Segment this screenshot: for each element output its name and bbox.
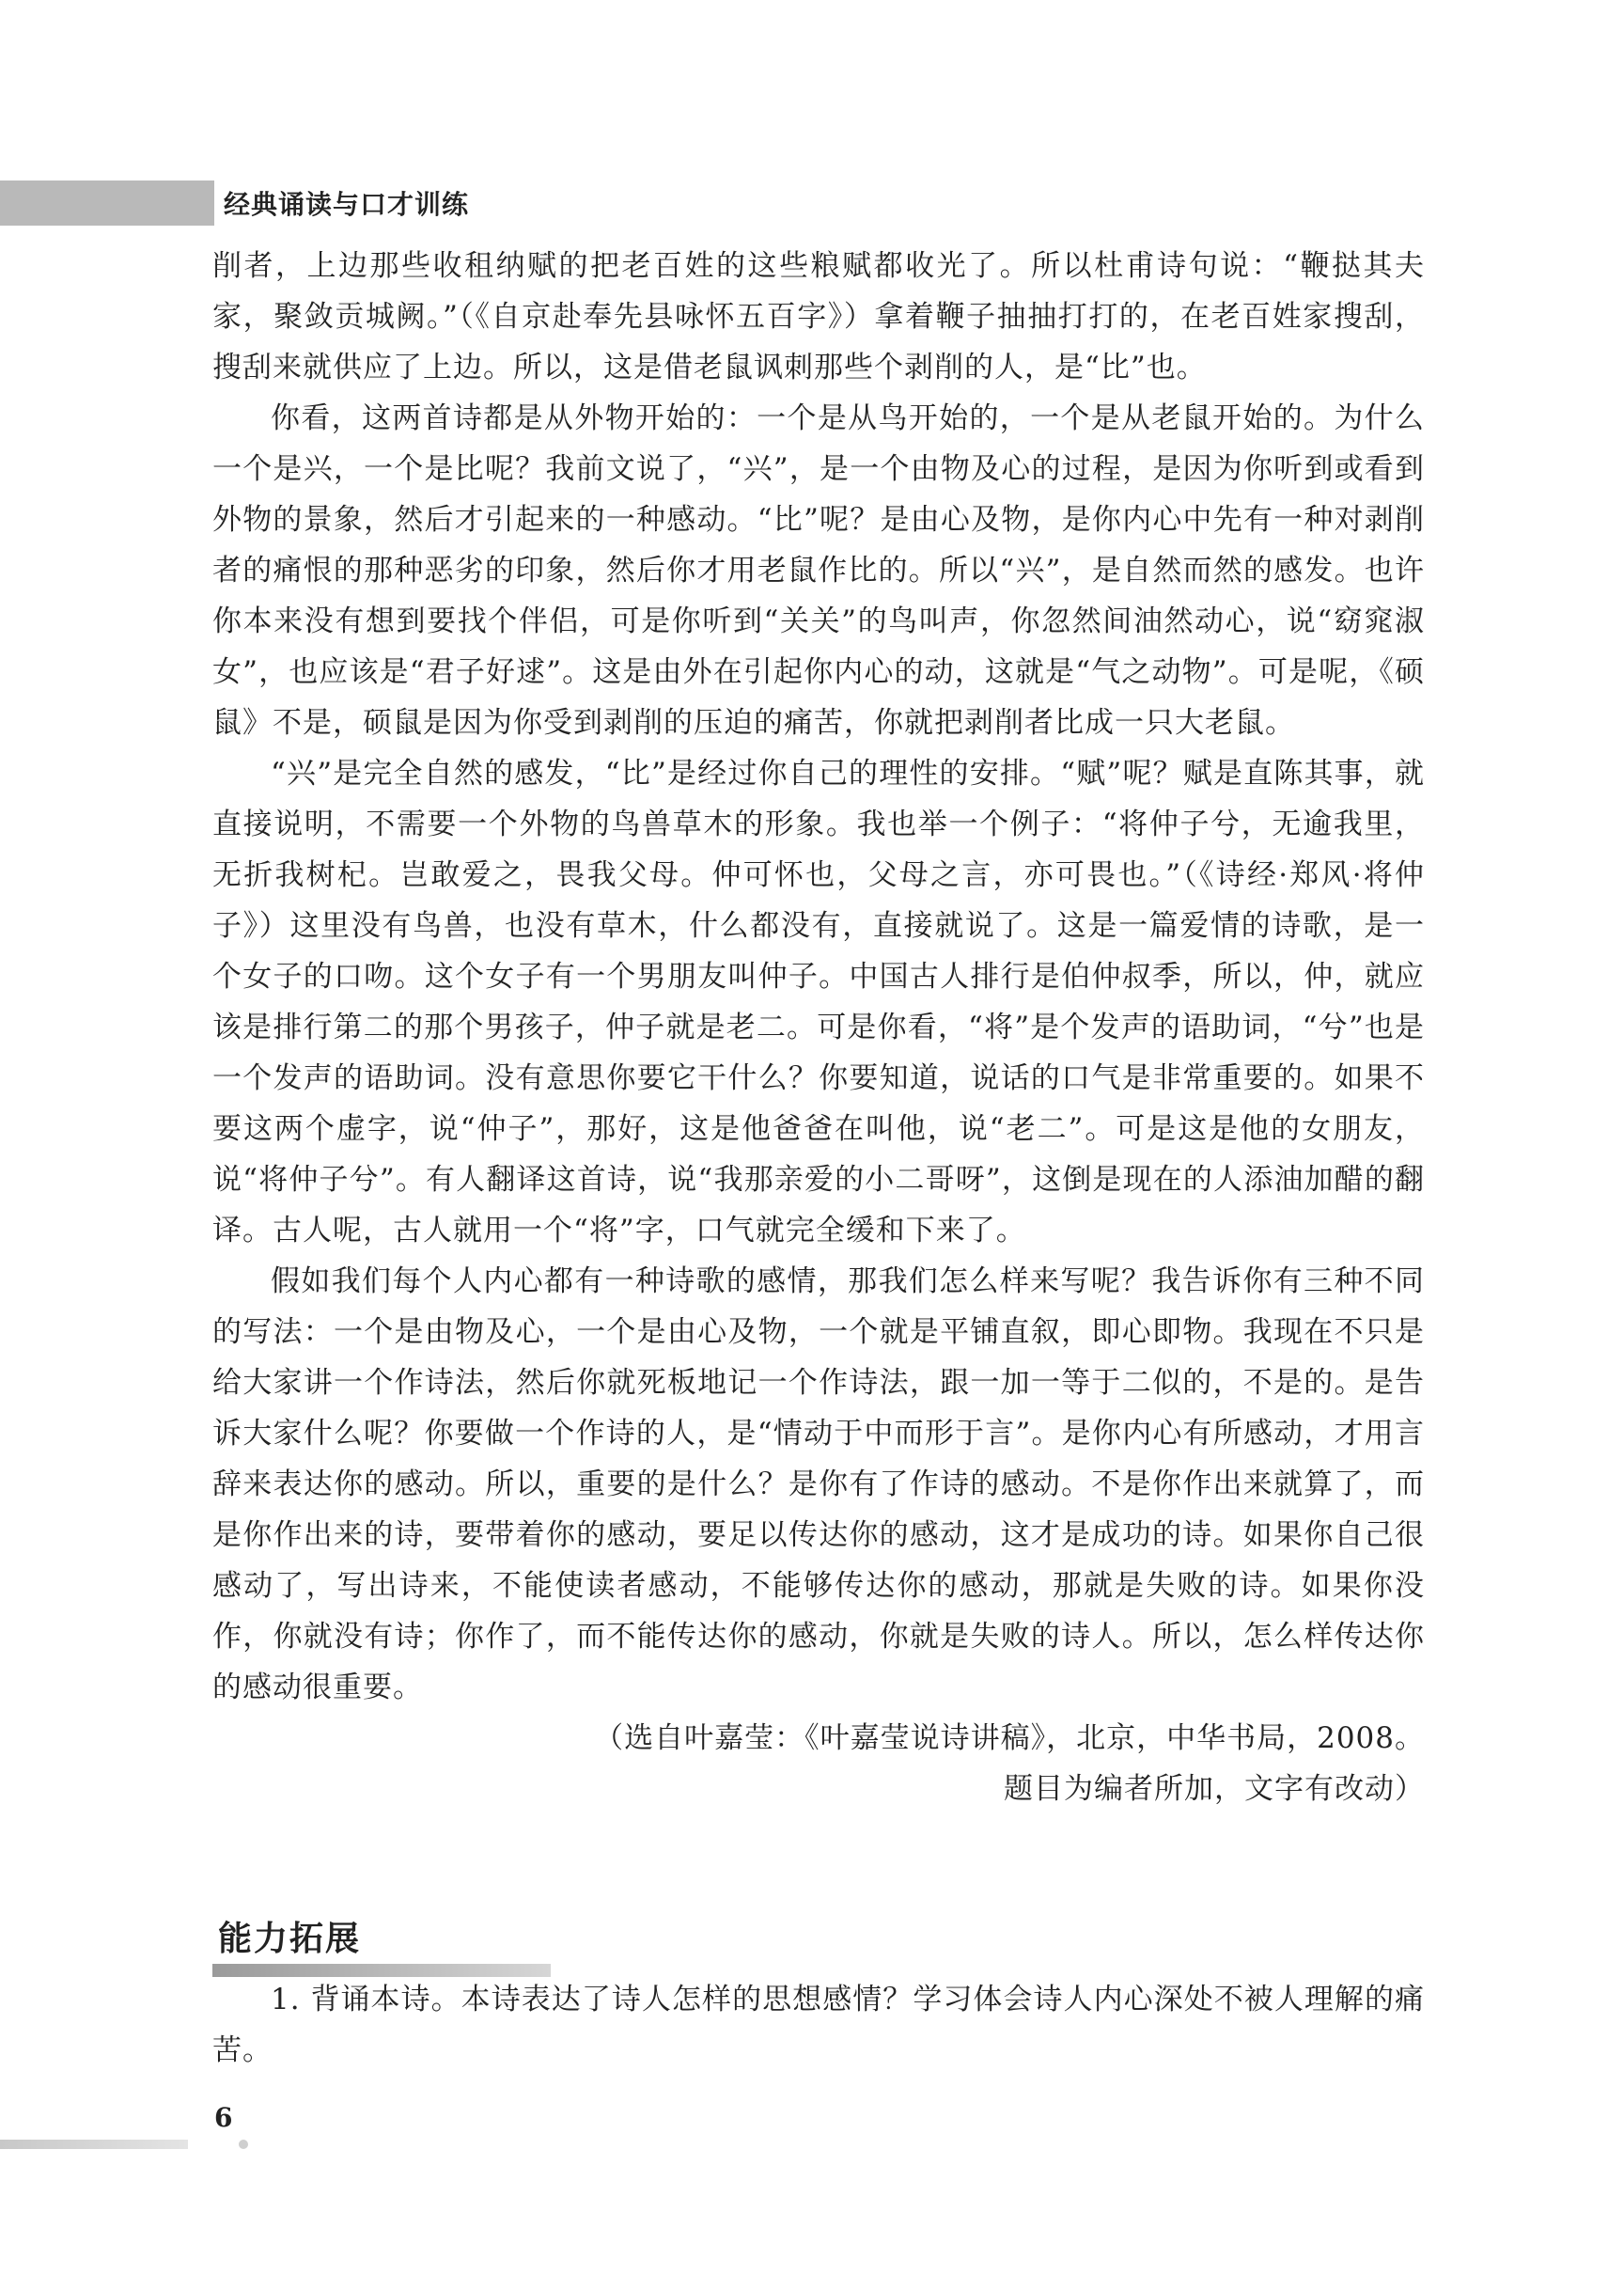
footer-bar — [0, 2140, 188, 2149]
paragraph-4: 假如我们每个人内心都有一种诗歌的感情，那我们怎么样来写呢？我告诉你有三种不同的写法：一个是由物及心，一个是由心及物，一个就是平铺直叙，即心即物。我现在不只是给大家讲一个作诗法，然后你就死板地记一个作诗法，跟一加一等于二似的，不是的。是告诉大家什么呢？你要做一个作诗的人，是“情动于中而形于言”。是你内心有所感动，才用言辞来表达你的感动。所以，重要的是什么？是你有了作诗的感动。不是你作出来就算了，而是你作出来的诗，要带着你的感动，要足以传达你的感动，这才是成功的诗。如果你自己很感动了，写出诗来，不能使读者感动，不能够传达你的感动，那就是失败的诗。如果你没作，你就没有诗；你作了，而不能传达你的感动，你就是失败的诗人。所以，怎么样传达你的感动很重要。 — [212, 1264, 1425, 1704]
footer-dot — [239, 2140, 248, 2149]
paragraph-1: 削者，上边那些收租纳赋的把老百姓的这些粮赋都收光了。所以杜甫诗句说：“鞭挞其夫家，聚敛贡城阙。”（《自京赴奉先县咏怀五百字》）拿着鞭子抽抽打打的，在老百姓家搜刮，搜刮来就供应了上边。所以，这是借老鼠讽刺那些个剥削的人，是“比”也。 — [212, 249, 1425, 384]
exercise-list — [212, 1974, 1425, 2076]
running-header-title: 经典诵读与口才训练 — [224, 189, 470, 220]
page-number: 6 — [214, 2102, 233, 2133]
paragraph-3: “兴”是完全自然的感发，“比”是经过你自己的理性的安排。“赋”呢？赋是直陈其事，就直接说明，不需要一个外物的鸟兽草木的形象。我也举一个例子：“将仲子兮，无逾我里，无折我树杞。岂敢爱之，畏我父母。仲可怀也，父母之言，亦可畏也。”（《诗经·郑风·将仲子》）这里没有鸟兽，也没有草木，什么都没有，直接就说了。这是一篇爱情的诗歌，是一个女子的口吻。这个女子有一个男朋友叫仲子。中国古人排行是伯仲叔季，所以，仲，就应该是排行第二的那个男孩子，仲子就是老二。可是你看，“将”是个发声的语助词，“兮”也是一个发声的语助词。没有意思你要它干什么？你要知道，说话的口气是非常重要的。如果不要这两个虚字，说“仲子”，那好，这是他爸爸在叫他，说“老二”。可是这是他的女朋友，说“将仲子兮”。有人翻译这首诗，说“我那亲爱的小二哥呀”，这倒是现在的人添油加醋的翻译。古人呢，古人就用一个“将”字，口气就完全缓和下来了。 — [212, 757, 1425, 1247]
header-bar — [0, 180, 214, 226]
source-citation-line-1: （选自叶嘉莹：《叶嘉莹说诗讲稿》，北京，中华书局，2008。 — [594, 1721, 1425, 1755]
section-title: 能力拓展 — [218, 1920, 362, 1958]
main-text — [212, 241, 1425, 1814]
source-citation-line-2: 题目为编者所加，文字有改动） — [1004, 1772, 1425, 1806]
section-heading — [212, 1912, 1425, 1977]
paragraph-2: 你看，这两首诗都是从外物开始的：一个是从鸟开始的，一个是从老鼠开始的。为什么一个是兴，一个是比呢？我前文说了，“兴”，是一个由物及心的过程，是因为你听到或看到外物的景象，然后才引起来的一种感动。“比”呢？是由心及物，是你内心中先有一种对剥削者的痛恨的那种恶劣的印象，然后你才用老鼠作比的。所以“兴”，是自然而然的感发。也许你本来没有想到要找个伴侣，可是你听到“关关”的鸟叫声，你忽然间油然动心，说“窈窕淑女”，也应该是“君子好逑”。这是由外在引起你内心的动，这就是“气之动物”。可是呢，《硕鼠》不是，硕鼠是因为你受到剥削的压迫的痛苦，你就把剥削者比成一只大老鼠。 — [212, 401, 1425, 740]
exercise-item-1: 1. 背诵本诗。本诗表达了诗人怎样的思想感情？学习体会诗人内心深处不被人理解的痛苦。 — [212, 1983, 1425, 2067]
